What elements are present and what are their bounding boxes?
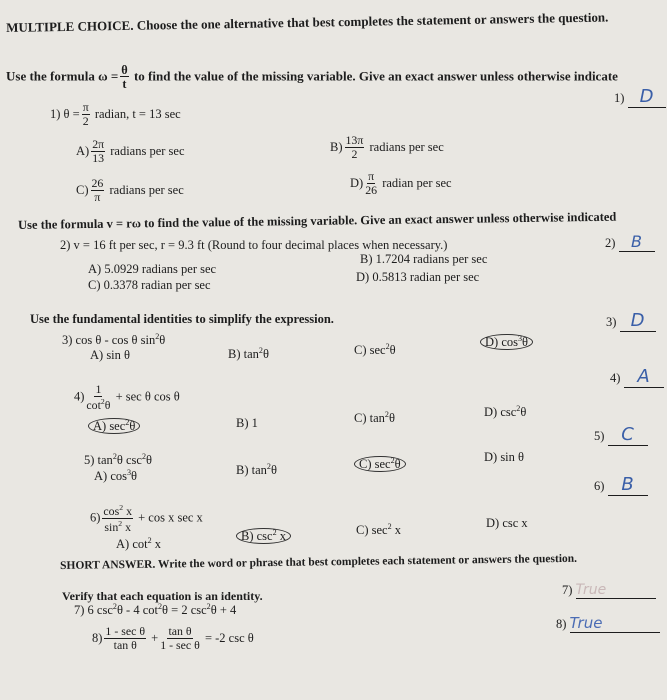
answer-3-value: D — [620, 310, 656, 332]
answer-8: 8) True — [556, 614, 660, 633]
answer-8-value: True — [570, 614, 660, 633]
answer-7: 7) True — [562, 582, 656, 599]
formula-instruction-1: Use the formula ω = $\frac{\theta}{t}$ to find the value of the missing variable. Give an exact answer unless otherwise indicate — [6, 63, 618, 92]
answer-1: 1) D — [614, 86, 666, 108]
answer-2-value: B — [619, 232, 655, 252]
answer-4-value: A — [624, 366, 664, 388]
q3-option-c: C) $\sec^2\theta$ — [354, 342, 396, 358]
q2-option-a: A) 5.0929 radians per sec — [88, 262, 217, 276]
q1-option-c: C) $\frac{26}{\pi}$ radians per sec — [76, 176, 184, 204]
question-2: 2) v = 16 ft per sec, r = 9.3 ft (Round to four decimal places when necessary.) — [60, 238, 448, 252]
q2-option-b: B) 1.7204 radians per sec — [360, 252, 488, 266]
answer-7-value: True — [576, 582, 656, 599]
answer-3: 3) D — [606, 310, 656, 332]
answer-4: 4) A — [610, 366, 664, 388]
q3-option-d — [480, 334, 533, 350]
question-6: 6) $\frac{\cos^2 x}{\sin^2 x}$ + cos x sec x — [90, 503, 203, 534]
formula-instruction-2: Use the formula v = rω to find the value of the missing variable. Give an exact answer unless otherwise indicated — [18, 209, 617, 232]
q6-option-b — [236, 528, 291, 544]
answer-2: 2) B — [605, 232, 655, 252]
q6-option-c: C) $\sec^2 x$ — [356, 522, 402, 538]
q6-option-a: A) $\cot^2 x$ — [116, 536, 162, 552]
q5-option-b: B) $\tan^2\theta$ — [236, 462, 277, 478]
q2-option-d: D) 0.5813 radian per sec — [356, 270, 480, 284]
answer-5: 5) C — [594, 424, 648, 446]
short-answer-instruction: Verify that each equation is an identity. — [62, 589, 263, 603]
question-1: 1) θ = $\frac{\pi}{2}$ radian, t = 13 sec — [50, 100, 181, 128]
section-header: MULTIPLE CHOICE. Choose the one alternative that best completes the statement or answers the question. — [6, 9, 609, 35]
q4-selected-circle: A) $\sec^2\theta$ — [88, 418, 140, 434]
question-8: 8) $\frac{\text{1 - sec θ}}{\text{tan θ}}$ + $\frac{\text{tan θ}}{\text{1 - sec θ}}$ = -2 csc θ — [92, 624, 254, 652]
q5-option-d: D) sin θ — [484, 450, 525, 464]
q6-option-d: D) csc x — [486, 516, 528, 530]
q5-option-c — [354, 456, 406, 472]
q1-option-a: A) $\frac{2\pi}{13}$ radians per sec — [76, 137, 185, 165]
answer-6: 6) B — [594, 474, 648, 496]
q5-selected-circle: C) $\sec^2\theta$ — [354, 456, 406, 472]
answer-5-value: C — [608, 424, 648, 446]
answer-1-value: D — [628, 86, 666, 108]
q3-option-b: B) $\tan^2\theta$ — [228, 346, 269, 362]
q1-option-b: B) $\frac{13\pi}{2}$ radians per sec — [330, 133, 444, 161]
question-7: 7) 6 $\csc^2\theta - 4$ $\cot^2\theta = 2$ $\csc^2\theta + 4$ — [74, 602, 237, 618]
q5-option-a: A) $\cos^3\theta$ — [94, 468, 138, 484]
q3-selected-circle: D) $\cos^3\theta$ — [480, 334, 533, 350]
short-answer-header: SHORT ANSWER. Write the word or phrase that best completes each statement or answers the question. — [60, 552, 578, 572]
q2-option-c: C) 0.3378 radian per sec — [88, 278, 211, 292]
question-3: 3) cos θ - cos θ $\sin^2\theta$ — [62, 332, 166, 348]
question-4: 4) $\frac{1}{\cot^2\theta}$ + sec θ cos θ — [74, 382, 180, 412]
q6-selected-circle: B) $\csc^2 x$ — [236, 528, 291, 544]
identities-instruction: Use the fundamental identities to simplify the expression. — [30, 312, 334, 326]
formula-fraction: $\frac{\theta}{t}$ — [121, 63, 128, 92]
q4-option-b: B) 1 — [236, 416, 258, 430]
q4-option-c: C) $\tan^2\theta$ — [354, 410, 395, 426]
answer-6-value: B — [608, 474, 648, 496]
q1-option-d: D) $\frac{\pi}{26}$ radian per sec — [350, 169, 452, 197]
q3-option-a: A) sin θ — [90, 348, 131, 362]
question-5: 5) $\tan^2\theta$ $\csc^2\theta$ — [84, 452, 153, 468]
q4-option-d: D) $\csc^2\theta$ — [484, 404, 527, 420]
q4-option-a — [88, 418, 140, 434]
